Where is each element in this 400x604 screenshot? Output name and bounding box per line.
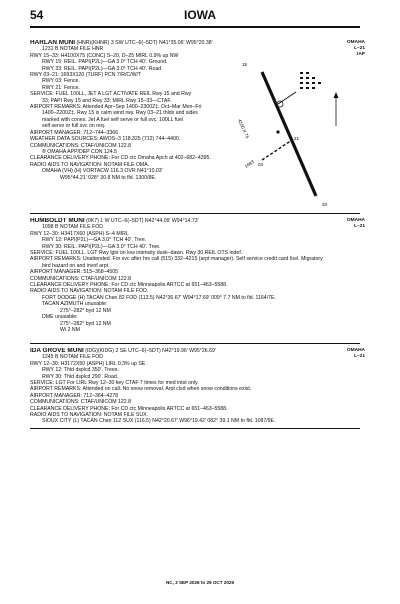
state-title: IOWA xyxy=(184,8,216,22)
chart-refs-idagrove xyxy=(315,348,365,360)
airport-info: (HNR)(KHNR) 3 SW UTC–6(–5DT) N41°35.06′ W95°20.38′ xyxy=(76,40,213,46)
chart-refs-humboldt xyxy=(315,218,365,230)
manager-line: AIRPORT MANAGER: 712–744–3366 xyxy=(30,129,119,136)
airport-name: HARLAN MUNI xyxy=(30,40,76,46)
building-cluster xyxy=(300,72,321,89)
runway-end-line: RWY 30: REIL. PAPI(P2L)—GA 3.0° TCH 40′. Tree. xyxy=(42,243,161,250)
comms-line: COMMUNICATIONS: CTAF/UNICOM 122.8 xyxy=(30,275,131,282)
airport-entry-idagrove xyxy=(30,348,360,425)
navaids-line: RADIO AIDS TO NAVIGATION: NOTAM FILE OMA. xyxy=(30,161,150,168)
runway-end-line: RWY 12: PAPI(P2L)—GA 3.0° TCH 40′. Tree. xyxy=(42,237,147,244)
navaid-line: SIOUX CITY (L) TACAN Chan 112 SUX (116.5) N42°20.67′ W96°19.42′ 082° 39.1 NM to fld. 1087/9E. xyxy=(42,418,276,425)
page-header xyxy=(0,8,400,32)
runway-end-line: RWY 33: REIL. PAPI(P2L)—GA 3.0° TCH 40′. Road. xyxy=(42,65,163,72)
header-rule xyxy=(30,26,360,28)
chart-ref: L–21 xyxy=(354,354,365,359)
chart-ref: IAP xyxy=(357,52,365,57)
entry-separator xyxy=(30,428,360,429)
entry-separator xyxy=(30,213,360,214)
chart-ref: L–21 xyxy=(354,224,365,229)
airport-name: HUMBOLDT MUNI xyxy=(30,218,85,224)
clearance-line: CLEARANCE DELIVERY PHONE: For CD ctc Minneapolis ARTCC at 651–463–5588. xyxy=(30,405,228,412)
runway-03-21 xyxy=(262,140,292,160)
remarks-line: AIRPORT REMARKS: Unattended. For svc after hrs call (515) 332–4215 (arpt manager). Self service credit card fuel. Migratory xyxy=(30,256,323,263)
chart-ref: OMAHA xyxy=(346,40,365,45)
remarks-line: bird hazard on and invof arpt. xyxy=(42,262,110,269)
airport-info: (0K7) 1 W UTC–6(–5DT) N42°44.09′ W94°14.73′ xyxy=(86,218,199,224)
airport-diagram xyxy=(232,56,350,216)
manager-line: AIRPORT MANAGER: 515–368–4505 xyxy=(30,269,119,276)
north-arrow-head-icon xyxy=(334,92,339,98)
runway-label-03: 03 xyxy=(258,162,264,167)
beacon-icon xyxy=(277,101,283,107)
elevation-line: 1231 B NOTAM FILE HNR xyxy=(42,46,104,53)
runway-centerline xyxy=(266,72,320,196)
navaids-line: RADIO AIDS TO NAVIGATION: NOTAM FILE SUX. xyxy=(30,412,148,419)
navaid-line: FORT DODGE (H) TACAN Chan 82 FOD (113.5) N42°36.67′ W94°17.69′ 009° 7.7 NM to fld. 1164/7E. xyxy=(42,294,276,301)
taxiway xyxy=(278,92,296,104)
comms-line: COMMUNICATIONS: CTAF/UNICOM 122.8 xyxy=(30,399,131,406)
airport-info: (IDG)(KIDG) 2 SE UTC–6(–5DT) N42°19.96′ W95°26.69′ xyxy=(85,348,216,354)
navaid-line: OMAHA (VH) (H) VORTACW 116.3 OVR N41°10.03′ xyxy=(42,168,163,175)
runway-length-label: 4100 X 75 xyxy=(237,118,251,140)
clearance-line: CLEARANCE DELIVERY PHONE: For CD ctc Minneapolis ARTCC at 651–463–5588. xyxy=(30,282,228,289)
remarks-line: AIRPORT REMARKS: Attended Apr–Sep 1400–2300Z‡, Oct–Mar Mon–Fri xyxy=(30,104,202,111)
page-footer: NC, 3 SEP 2026 to 29 OCT 2026 xyxy=(165,580,235,585)
runway-end-line: RWY 15: REIL. PAPI(P2L)—GA 3.0° TCH 40′. Ground. xyxy=(42,59,168,66)
navaid-line: W95°44.21′ 028° 30.8 NM to fld. 1300/8E. xyxy=(60,174,157,181)
weather-line: WEATHER DATA SOURCES: AWOS–3 118.325 (712) 744–4400. xyxy=(30,136,181,143)
chart-ref: L–21 xyxy=(354,46,365,51)
runway-end-line: RWY 12: Thld dsplcd 350′. Trees. xyxy=(42,367,119,374)
chart-ref: OMAHA xyxy=(346,348,365,353)
clearance-line: CLEARANCE DELIVERY PHONE: For CD ctc Omaha Apch at 402–682–4395. xyxy=(30,155,211,162)
remarks-line: AIRPORT REMARKS: Attended on call. No snow removal. Arpt clsd when snow conditions exist. xyxy=(30,386,252,393)
service-line: SERVICE: LGT For LIRL Rwy 12–30 key CTAF 7 times for med intst only. xyxy=(30,380,199,387)
chart-ref: OMAHA xyxy=(346,218,365,223)
comms-line: COMMUNICATIONS: CTAF/UNICOM 122.8 xyxy=(30,142,131,149)
elevation-line: 1245 B NOTAM FILE FOD xyxy=(42,354,104,361)
airport-name: IDA GROVE MUNI xyxy=(30,348,84,354)
runway-turf-label: 1693 xyxy=(243,159,255,169)
elevation-line: 1098 B NOTAM FILE FOD xyxy=(42,224,104,231)
runway-label-15: 15 xyxy=(242,62,248,67)
runway-line: RWY 12–30: H3172X50 (ASPH) LIRL 0.3% up SE xyxy=(30,360,146,367)
service-line: SERVICE: FUEL 100LL. LGT Rwy lgts on low intensity dusk–dawn. Rwy 30 REIL OTS indef. xyxy=(30,250,243,257)
service-line: 33; PAPI Rwy 15 and Rwy 33; MIRL Rwy 15–33—CTAF. xyxy=(42,97,172,104)
navaid-note: 275°–282° byd 12 NM xyxy=(60,307,111,314)
manager-line: AIRPORT MANAGER: 712–364–4278 xyxy=(30,392,119,399)
navaid-note: DME unusable: xyxy=(42,314,78,321)
runway-line: RWY 12–30: H3417X60 (ASPH) S–4 MIRL xyxy=(30,230,129,237)
entry-separator xyxy=(30,343,360,344)
approach-line: ® OMAHA APP/DEP CON 124.5 xyxy=(42,148,117,155)
runway-label-21: 21 xyxy=(294,136,300,141)
service-line: SERVICE: FUEL 100LL, JET A LGT ACTIVATE REIL Rwy 15 and Rwy xyxy=(30,91,192,98)
remarks-line: 1400–2200Z‡. Rwy 15 is calm wind rwy. Rwy 03–21 thlds and sides xyxy=(42,110,198,117)
runway-15-33 xyxy=(262,72,316,196)
remarks-line: marked with cones. Jet A fuel self serve or full svc. 100LL fuel xyxy=(42,116,184,123)
runway-end-line: RWY 21: Fence. xyxy=(42,84,80,91)
navaid-note: TACAN AZIMUTH unusable: xyxy=(42,301,108,308)
navaid-note: 275°–282° byd 12 NM xyxy=(60,320,111,327)
windsock-icon xyxy=(276,130,279,133)
runway-end-line: RWY 30: Thld dsplcd 290′. Road. xyxy=(42,373,119,380)
runway-line: RWY 15–33: H4100X75 (CONC) S–20, D–25 MIRL 0.9% up NW xyxy=(30,52,179,59)
runway-end-line: RWY 03: Fence. xyxy=(42,78,80,85)
navaids-line: RADIO AIDS TO NAVIGATION: NOTAM FILE FOD. xyxy=(30,288,149,295)
airport-entry-humboldt xyxy=(30,218,360,333)
page-number: 54 xyxy=(30,8,44,22)
remarks-line: self serve or full svc on req. xyxy=(42,123,106,130)
runway-label-33: 33 xyxy=(322,202,328,207)
runway-line: RWY 03–21: 1693X120 (TURF) PCN 7/R/C/W/T xyxy=(30,72,142,79)
navaid-note: Wi 2 NM xyxy=(60,326,80,333)
